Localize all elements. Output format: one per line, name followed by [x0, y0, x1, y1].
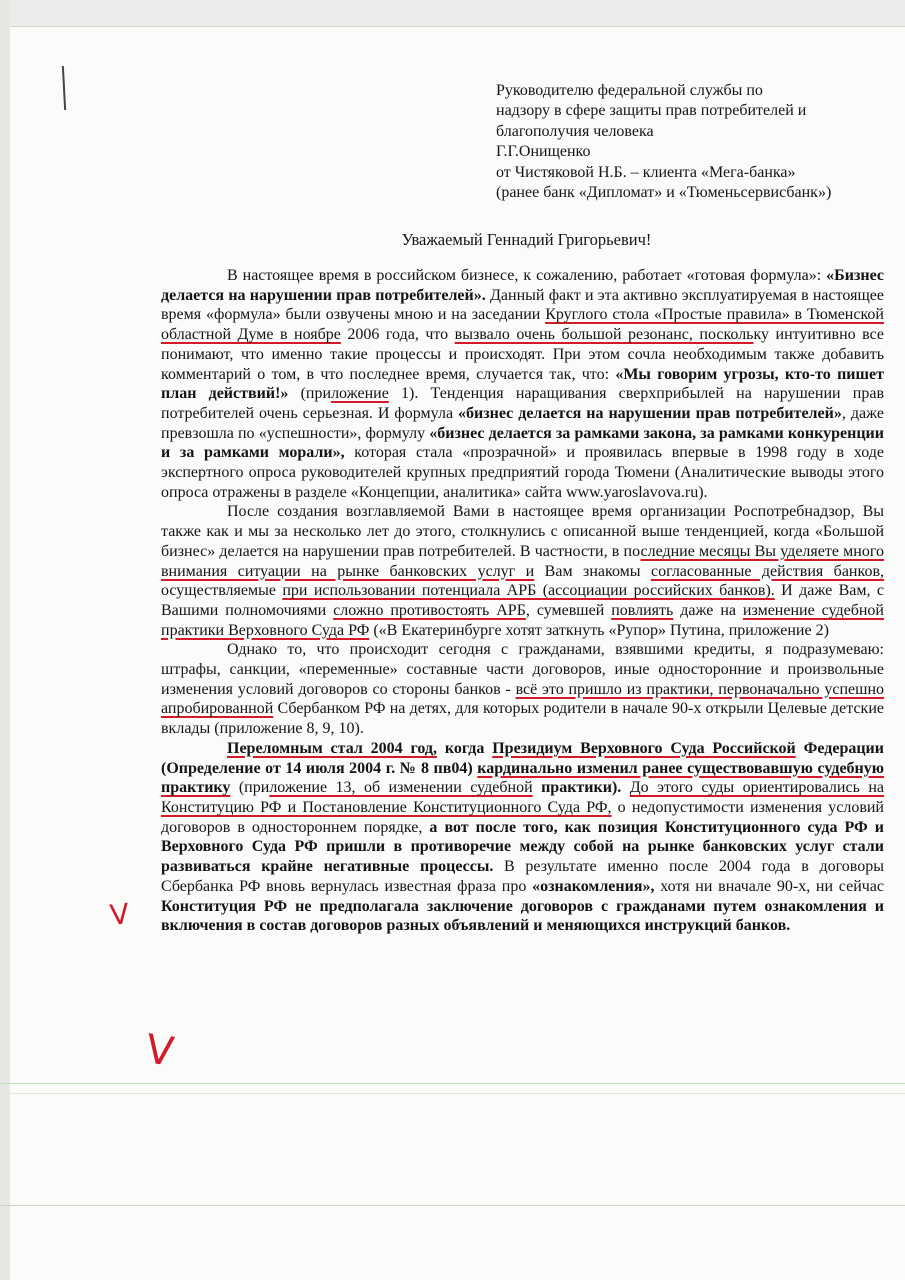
underlined-run: До этого суды ориентировались на Конституцию РФ и Постановление Конституционного Суда РФ, [161, 779, 884, 816]
bold-run: «бизнес делается за рамками закона, за рамками конкуренции и за рамками морали», [161, 424, 884, 462]
bold-run: Конституция РФ не предполагала заключение договоров с гражданами путем ознакомления и включения в состав договоров разных объявлений и меняющихся инструкций банков. [161, 897, 884, 935]
handwritten-check-mark: V [142, 1026, 177, 1076]
underlined-run: Круглого стола «Простые правила» в Тюменской областной Думе в ноябре [161, 306, 884, 344]
underlined-run: ложение 13, об изменении судебной [269, 779, 533, 797]
bold-run: «Мы говорим угрозы, кто-то пишет план действий!» [161, 365, 884, 403]
underlined-run: вызвало очень большой резонанс, посколь [454, 326, 754, 344]
text-run: (при [230, 779, 270, 797]
underlined-run: повлиять [611, 601, 674, 619]
bold-run: Федерации (Определение от 14 июля 2004 г. № 8 пв04) [161, 739, 884, 777]
paragraph-1 [161, 266, 884, 502]
salutation-text: Уважаемый Геннадий Григорьевич! [401, 230, 652, 249]
bold-run: «Бизнес делается на нарушении прав потребителей». [161, 267, 884, 304]
underlined-run: при использовании потенциала АРБ (ассоциации российских банков). [282, 582, 775, 600]
text-run: которая стала «прозрачной» и проявилась впервые в 1998 году в ходе экспертного опроса руководителей крупных предприятий города Тюмени (Аналитические выводы этого опроса отражены в разделе «Концепции, аналитика» сайта www.yaroslavova.ru). [161, 444, 884, 501]
text-run: 1). Тенденция наращивания сверхприбылей на нарушении прав потребителей очень серьезная. И формула [161, 385, 885, 422]
underlined-run: ложение [331, 385, 389, 403]
handwritten-check-mark: V [108, 897, 131, 932]
bold-run: «бизнес делается на нарушении прав потребителей» [458, 404, 842, 422]
underlined-run: всё это пришло из практики, первоначально успешно апробированной [161, 680, 885, 718]
bold-underlined-run: кардинально изменил ранее существовавшую судебную практику [161, 759, 884, 797]
scan-left-edge [0, 0, 10, 1280]
text-run: Сбербанком РФ на детях, для которых родители в начале 90-х открыли Целевые детские вклады (приложение 8, 9, 10). [161, 700, 884, 738]
letter-body [161, 266, 884, 936]
text-run: И даже Вам, с Вашими полномочиями [161, 582, 885, 619]
scan-artifact-line [0, 1093, 905, 1094]
scan-artifact-line [0, 1083, 905, 1084]
bold-underlined-run: Переломным стал 2004 год, [227, 739, 437, 757]
paragraph-4 [161, 739, 884, 936]
addressee-line: Г.Г.Онищенко [496, 143, 591, 161]
bold-run: когда [436, 739, 493, 757]
scan-bottom-edge [0, 1205, 905, 1206]
text-run: хотя ни вначале 90-х, ни сейчас [654, 877, 885, 895]
underlined-run: согласованные действия банков, [650, 562, 884, 580]
margin-pen-mark [62, 66, 66, 110]
text-run: 2006 года, что [340, 326, 455, 344]
text-run: После создания возглавляемой Вами в настоящее время организации Роспотребнадзор, Вы также как и мы за несколько лет до этого, столкнулись с описанной выше тенденцией, когда «Большой бизнес» делается на нарушении прав потребителей. В частности, в по [161, 503, 884, 560]
addressee-line: надзору в сфере защиты прав потребителей и [496, 102, 807, 120]
paragraph-3 [161, 640, 884, 739]
paragraph-2 [161, 502, 884, 640]
bold-run: практики). [532, 779, 630, 797]
text-run: В результате именно после 2004 года в договоры Сбербанка РФ вновь вернулась известная фраза про [161, 858, 884, 895]
underlined-run: сложно противостоять АРБ [333, 601, 526, 619]
underlined-run: следние месяцы Вы уделяете много внимания ситуации на рынке банковских услуг и [161, 542, 884, 580]
addressee-line: Руководителю федеральной службы по [496, 82, 763, 99]
scan-top-edge [10, 0, 905, 27]
text-run: В настоящее время в российском бизнесе, к сожалению, работает «готовая формула»: [227, 267, 827, 284]
bold-run: «ознакомления», [532, 877, 655, 895]
bold-run: а вот после того, как позиция Конституционного суда РФ и Верховного Суда РФ пришли в противоречие между собой на рынке банковских услуг стали развиваться крайне негативные процессы. [161, 818, 885, 876]
underlined-run: изменение судебной практики Верховного Суда РФ [161, 601, 884, 639]
text-run: ку интуитивно все понимают, что именно такие процессы и происходят. При этом сочла необходимым также добавить комментарий о том, в что последнее время, случается так, что: [161, 326, 885, 383]
text-run: , сумевшей [525, 601, 612, 619]
text-run: о недопустимости изменения условий договоров в одностороннем порядке, [161, 798, 884, 836]
text-run: Однако то, что происходит сегодня с гражданами, взявшими кредиты, я подразумеваю: штрафы, санкции, «переменные» составные части договоров, иные односторонние и произвольные изменения условий договоров со стороны банков - [161, 641, 884, 698]
text-run: даже на [673, 601, 743, 619]
salutation [0, 230, 905, 250]
text-run: осуществляемые [161, 582, 283, 600]
bold-underlined-run: Президиум Верховного Суда Российской [492, 739, 796, 757]
addressee-line: (ранее банк «Дипломат» и «Тюменьсервисбанк») [496, 184, 832, 202]
text-run: (при [288, 385, 332, 403]
addressee-line: благополучия человека [496, 122, 654, 140]
text-run: , даже превзошла по «успешности», формулу [161, 404, 885, 442]
text-run: («В Екатеринбурге хотят заткнуть «Рупор» Путина, приложение 2) [369, 621, 829, 639]
text-run: Вам знакомы [534, 562, 651, 580]
addressee-line: от Чистяковой Н.Б. – клиента «Мега-банка» [496, 163, 796, 181]
addressee-block [496, 81, 896, 203]
text-run: Данный факт и эта активно эксплуатируемая в настоящее время «формула» были озвучены мною и на заседании [161, 286, 884, 324]
